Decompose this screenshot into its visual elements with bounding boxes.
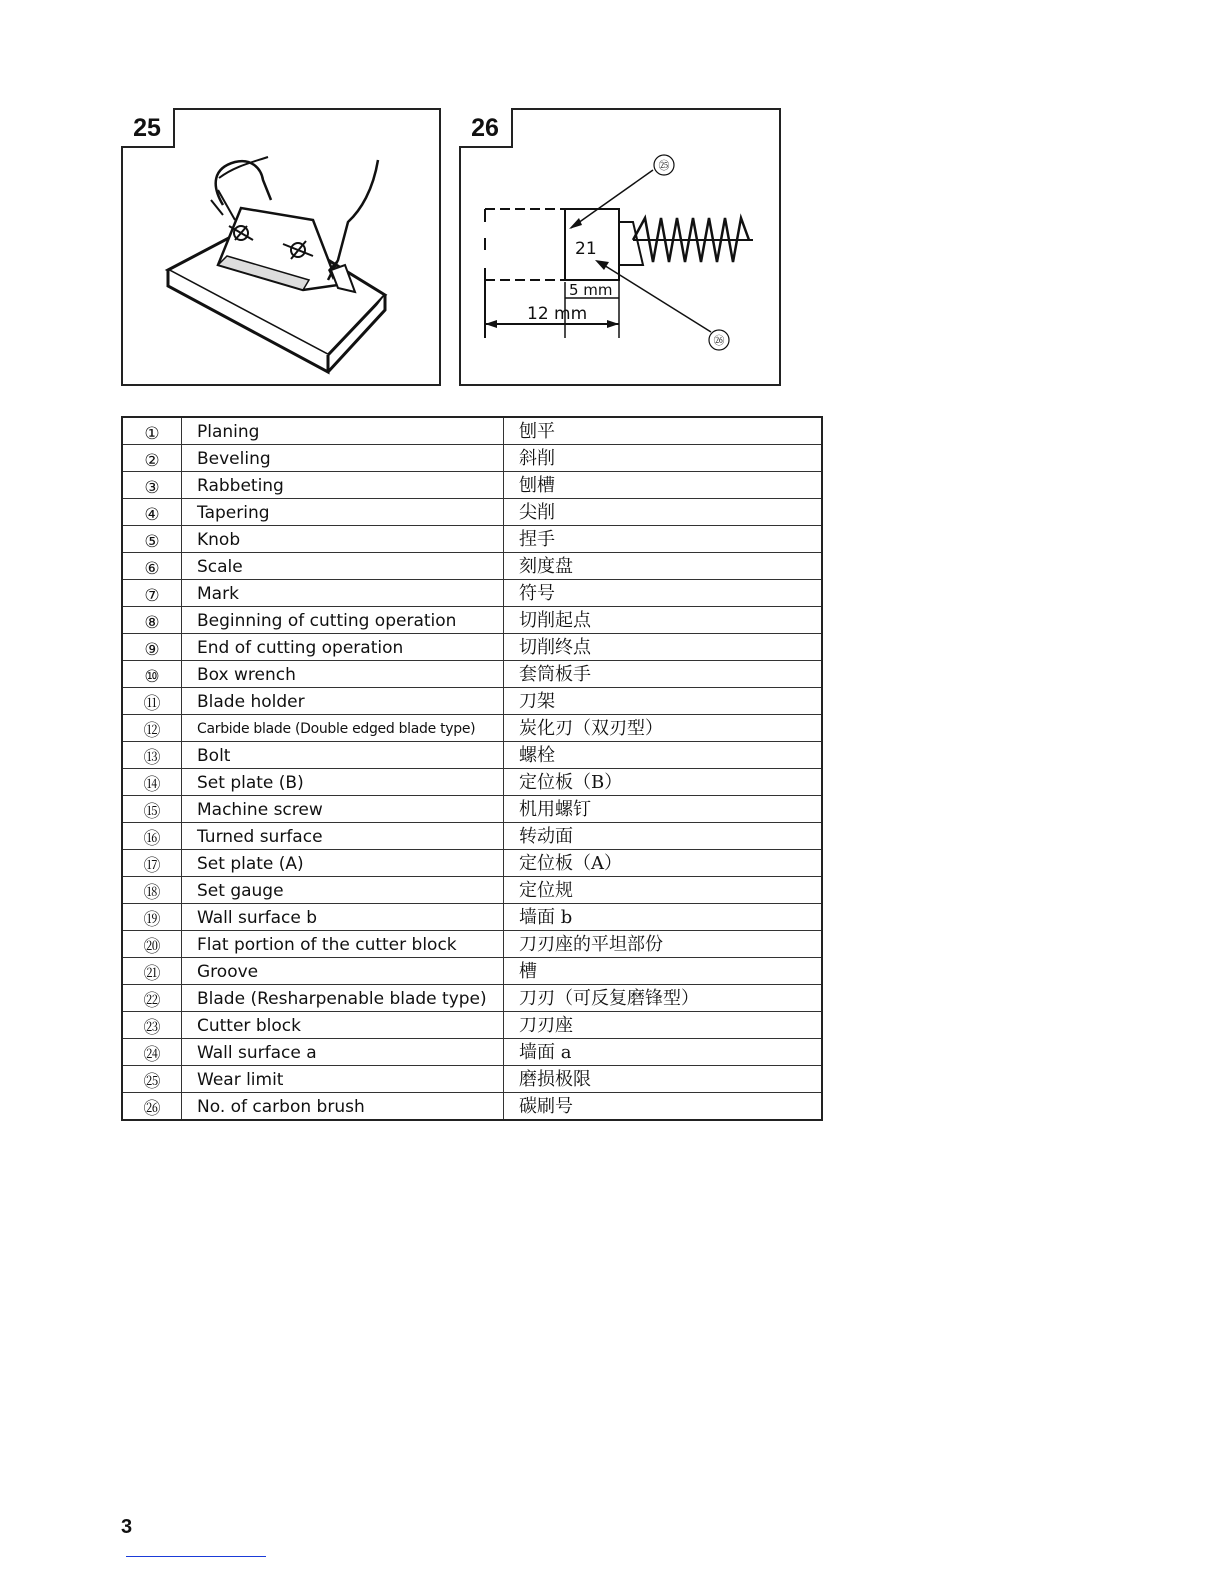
part-name-english: End of cutting operation <box>182 634 504 661</box>
part-name-english: Set plate (B) <box>182 769 504 796</box>
table-row <box>122 580 822 607</box>
part-number: ⑬ <box>122 742 182 769</box>
part-name-chinese: 转动面 <box>504 823 823 850</box>
part-name-english: No. of carbon brush <box>182 1093 504 1121</box>
part-number: ⑮ <box>122 796 182 823</box>
part-number: ⑧ <box>122 607 182 634</box>
part-name-chinese: 切削起点 <box>504 607 823 634</box>
table-row <box>122 661 822 688</box>
part-number: ㉔ <box>122 1039 182 1066</box>
part-name-chinese: 斜削 <box>504 445 823 472</box>
part-name-english: Groove <box>182 958 504 985</box>
part-number: ㉕ <box>122 1066 182 1093</box>
part-number: ㉓ <box>122 1012 182 1039</box>
table-row <box>122 417 822 445</box>
part-name-chinese: 墙面 b <box>504 904 823 931</box>
part-name-english: Set plate (A) <box>182 850 504 877</box>
table-row <box>122 985 822 1012</box>
page-number: 3 <box>121 1516 133 1538</box>
footer-rule <box>126 1556 266 1557</box>
part-number: ② <box>122 445 182 472</box>
table-row <box>122 607 822 634</box>
table-row <box>122 877 822 904</box>
part-number: ㉑ <box>122 958 182 985</box>
part-name-chinese: 定位规 <box>504 877 823 904</box>
table-row <box>122 445 822 472</box>
part-name-chinese: 墙面 a <box>504 1039 823 1066</box>
part-name-chinese: 刀刃座 <box>504 1012 823 1039</box>
table-row <box>122 553 822 580</box>
left-hand <box>216 161 271 205</box>
part-name-english: Tapering <box>182 499 504 526</box>
table-row <box>122 769 822 796</box>
part-number: ⑯ <box>122 823 182 850</box>
table-row <box>122 499 822 526</box>
part-name-chinese: 尖削 <box>504 499 823 526</box>
part-number: ⑩ <box>122 661 182 688</box>
part-name-english: Wall surface b <box>182 904 504 931</box>
parts-table-body <box>122 417 822 1120</box>
part-name-english: Set gauge <box>182 877 504 904</box>
part-name-english: Beveling <box>182 445 504 472</box>
part-name-english: Mark <box>182 580 504 607</box>
part-name-chinese: 切削终点 <box>504 634 823 661</box>
part-name-english: Blade (Resharpenable blade type) <box>182 985 504 1012</box>
part-name-chinese: 槽 <box>504 958 823 985</box>
part-name-chinese: 捏手 <box>504 526 823 553</box>
part-name-english: Cutter block <box>182 1012 504 1039</box>
table-row <box>122 958 822 985</box>
part-number: ⑳ <box>122 931 182 958</box>
callout-25-label: ㉕ <box>658 159 670 172</box>
table-row <box>122 796 822 823</box>
brush-label: 21 <box>575 239 597 259</box>
part-name-chinese: 炭化刃（双刃型） <box>504 715 823 742</box>
part-number: ⑪ <box>122 688 182 715</box>
callout-26-leader <box>599 262 711 332</box>
dim-5mm-label: 5 mm <box>569 281 613 299</box>
part-name-english: Blade holder <box>182 688 504 715</box>
part-number: ③ <box>122 472 182 499</box>
figure-25 <box>121 108 441 386</box>
table-row <box>122 1012 822 1039</box>
table-row <box>122 688 822 715</box>
part-name-chinese: 刀刃（可反复磨锋型） <box>504 985 823 1012</box>
part-number: ⑨ <box>122 634 182 661</box>
part-name-chinese: 机用螺钉 <box>504 796 823 823</box>
part-name-english: Flat portion of the cutter block <box>182 931 504 958</box>
part-number: ⑫ <box>122 715 182 742</box>
table-row <box>122 931 822 958</box>
table-row <box>122 904 822 931</box>
parts-legend-table <box>121 416 823 1121</box>
part-number: ⑲ <box>122 904 182 931</box>
figure-26-number: 26 <box>459 108 513 148</box>
part-name-chinese: 刀架 <box>504 688 823 715</box>
table-row <box>122 823 822 850</box>
part-name-chinese: 磨损极限 <box>504 1066 823 1093</box>
part-name-english: Machine screw <box>182 796 504 823</box>
table-row <box>122 742 822 769</box>
table-row <box>122 634 822 661</box>
part-number: ㉒ <box>122 985 182 1012</box>
table-row <box>122 526 822 553</box>
part-number: ④ <box>122 499 182 526</box>
part-number: ⑦ <box>122 580 182 607</box>
part-name-english: Carbide blade (Double edged blade type) <box>182 715 504 742</box>
table-row <box>122 850 822 877</box>
figure-26-diagram <box>461 110 779 384</box>
part-number: ㉖ <box>122 1093 182 1121</box>
part-name-english: Knob <box>182 526 504 553</box>
part-number: ⑱ <box>122 877 182 904</box>
part-name-chinese: 定位板（B） <box>504 769 823 796</box>
part-name-english: Box wrench <box>182 661 504 688</box>
part-number: ⑭ <box>122 769 182 796</box>
part-name-chinese: 碳刷号 <box>504 1093 823 1121</box>
part-name-chinese: 符号 <box>504 580 823 607</box>
part-name-english: Scale <box>182 553 504 580</box>
part-name-chinese: 刨平 <box>504 417 823 445</box>
part-name-english: Wall surface a <box>182 1039 504 1066</box>
figure-25-illustration <box>123 110 439 384</box>
part-name-chinese: 刻度盘 <box>504 553 823 580</box>
table-row <box>122 472 822 499</box>
part-name-chinese: 螺栓 <box>504 742 823 769</box>
part-name-english: Turned surface <box>182 823 504 850</box>
part-name-english: Wear limit <box>182 1066 504 1093</box>
part-number: ⑰ <box>122 850 182 877</box>
part-number: ⑤ <box>122 526 182 553</box>
part-name-english: Planing <box>182 417 504 445</box>
figure-25-number: 25 <box>121 108 175 148</box>
table-row <box>122 1093 822 1121</box>
callout-26-label: ㉖ <box>713 334 725 347</box>
part-name-chinese: 刀刃座的平坦部份 <box>504 931 823 958</box>
part-name-chinese: 套筒板手 <box>504 661 823 688</box>
dim-12mm-label: 12 mm <box>527 304 588 324</box>
part-number: ⑥ <box>122 553 182 580</box>
part-name-chinese: 刨槽 <box>504 472 823 499</box>
table-row <box>122 715 822 742</box>
part-number: ① <box>122 417 182 445</box>
part-name-chinese: 定位板（A） <box>504 850 823 877</box>
part-name-english: Bolt <box>182 742 504 769</box>
part-name-english: Beginning of cutting operation <box>182 607 504 634</box>
figure-26 <box>459 108 781 386</box>
part-name-english: Rabbeting <box>182 472 504 499</box>
table-row <box>122 1039 822 1066</box>
table-row <box>122 1066 822 1093</box>
